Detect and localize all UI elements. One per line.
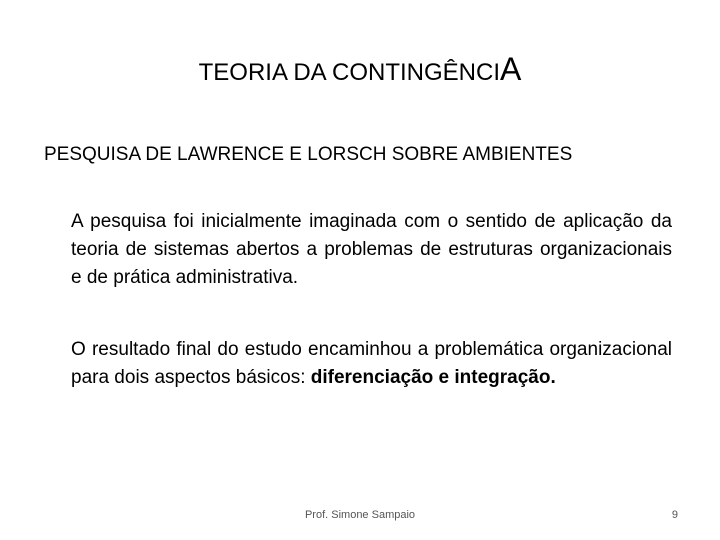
paragraph-2 <box>71 336 672 392</box>
slide-title-last-letter: A <box>500 51 522 87</box>
slide-title <box>0 52 720 90</box>
paragraph-2-bold-diferenciacao: diferenciação <box>310 367 434 388</box>
paragraph-2-text: O resultado final do estudo encaminhou a problemática organizacional para dois aspectos básicos: <box>71 339 672 388</box>
paragraph-2-connector: e <box>433 367 455 388</box>
footer-author: Prof. Simone Sampaio <box>304 509 416 521</box>
slide-title-main: TEORIA DA CONTINGÊNCI <box>198 59 501 86</box>
paragraph-1: A pesquisa foi inicialmente imaginada com o sentido de aplicação da teoria de sistemas abertos a problemas de estruturas organizacionais e de prática administrativa. <box>71 211 672 288</box>
paragraph-2-bold-integracao: integração. <box>454 367 556 388</box>
page-number: 9 <box>671 509 678 521</box>
slide-subtitle: PESQUISA DE LAWRENCE E LORSCH SOBRE AMBIENTES <box>44 144 573 165</box>
